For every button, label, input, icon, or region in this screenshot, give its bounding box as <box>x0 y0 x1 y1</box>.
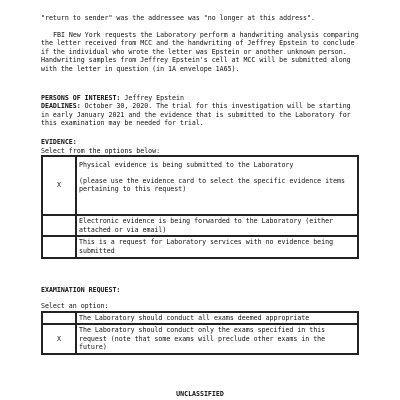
persons-value: Jeffrey Epstein <box>120 93 184 102</box>
request-paragraph: FBI New York requests the Laboratory perform a handwriting analysis comparing the letter received from MCC and the handwriting of Jeffrey Epstein to conclude if the individual who wrote the letter was Epstein or another unknown person. Handwriting samples from Jeffrey Epstein's cell at MCC will be submitted along with the letter in question (in 1A envelope 1A65). <box>41 30 359 73</box>
persons-of-interest <box>41 94 359 103</box>
option-text: Electronic evidence is being forwarded to the Laboratory (either attached or via email) <box>76 215 358 236</box>
option-text: The Laboratory should conduct all exams deemed appropriate <box>76 312 358 325</box>
option-mark[interactable]: X <box>42 324 76 354</box>
option-mark[interactable]: X <box>42 156 76 215</box>
deadlines-label: DEADLINES: <box>41 102 81 111</box>
classification-footer: UNCLASSIFIED <box>176 390 224 398</box>
option-mark[interactable] <box>42 312 76 325</box>
option-note: (please use the evidence card to select the specific evidence items pertaining to this request) <box>79 176 345 194</box>
exam-option-all[interactable] <box>42 312 358 325</box>
deadlines-value: October 30, 2020. The trial for this investigation will be starting in early January 2021 and the evidence that is submitted to the Laboratory for this examination may be needed for trial. <box>41 102 351 128</box>
option-text <box>76 156 358 215</box>
exam-option-specified[interactable] <box>42 324 358 354</box>
evidence-option-physical[interactable] <box>42 156 358 215</box>
evidence-option-services[interactable] <box>42 236 358 257</box>
evidence-prompt: Select from the options below: <box>41 146 161 155</box>
option-text: This is a request for Laboratory services with no evidence being submitted <box>76 236 358 257</box>
option-mark[interactable] <box>42 215 76 236</box>
deadlines <box>41 102 359 128</box>
document-body <box>41 14 359 355</box>
option-mark[interactable] <box>42 236 76 257</box>
evidence-options-table <box>41 155 359 258</box>
evidence-option-electronic[interactable] <box>42 215 358 236</box>
exam-heading: EXAMINATION REQUEST: <box>41 285 121 294</box>
persons-label: PERSONS OF INTEREST: <box>41 93 121 102</box>
exam-options-table <box>41 311 359 355</box>
intro-line: "return to sender" was the addressee was "no longer at this address". <box>41 14 315 22</box>
evidence-heading: EVIDENCE: <box>41 137 77 146</box>
exam-prompt: Select an option: <box>41 302 109 311</box>
option-line: Physical evidence is being submitted to the Laboratory <box>79 161 294 170</box>
option-text: The Laboratory should conduct only the exams specified in this request (note that some exams will preclude other exams in the future) <box>76 324 358 354</box>
